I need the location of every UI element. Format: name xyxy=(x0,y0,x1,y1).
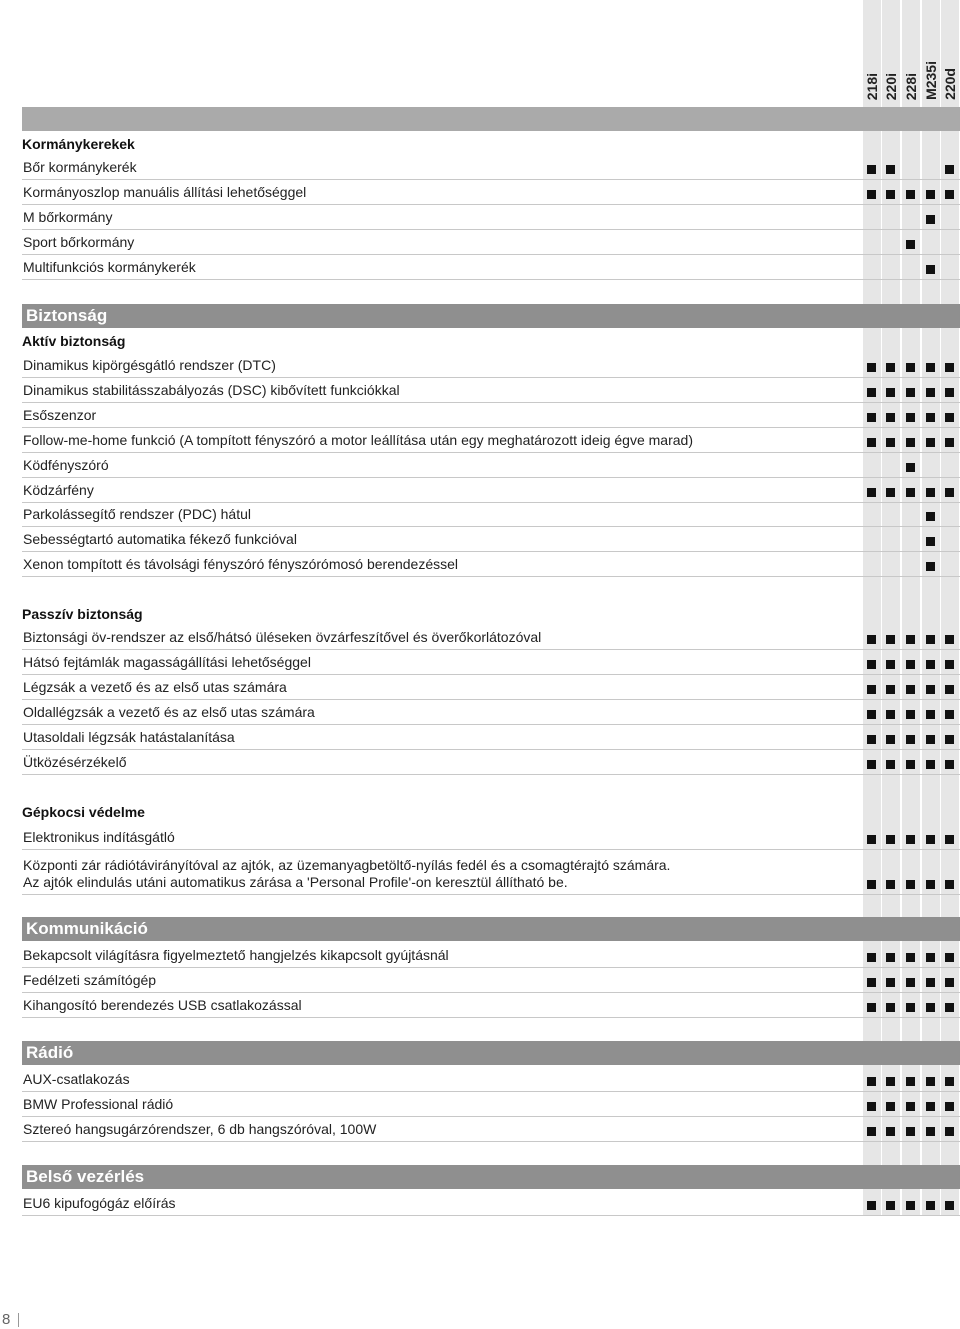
subsection-title: Gépkocsi védelme xyxy=(22,804,145,820)
standard-equipment-mark xyxy=(945,835,954,844)
feature-label: Kihangosító berendezés USB csatlakozással xyxy=(23,997,302,1013)
standard-equipment-mark xyxy=(945,165,954,174)
standard-equipment-mark xyxy=(926,1127,935,1136)
standard-equipment-mark xyxy=(926,710,935,719)
standard-equipment-mark xyxy=(906,685,915,694)
table-row xyxy=(22,750,960,775)
standard-equipment-mark xyxy=(926,512,935,521)
table-row xyxy=(22,853,960,895)
feature-label: Bőr kormánykerék xyxy=(23,159,137,175)
standard-equipment-mark xyxy=(926,835,935,844)
standard-equipment-mark xyxy=(867,880,876,889)
feature-label: Parkolássegítő rendszer (PDC) hátul xyxy=(23,506,251,522)
standard-equipment-mark xyxy=(886,1201,895,1210)
feature-label: Multifunkciós kormánykerék xyxy=(23,259,196,275)
standard-equipment-mark xyxy=(886,835,895,844)
table-row xyxy=(22,378,960,403)
standard-equipment-mark xyxy=(926,438,935,447)
standard-equipment-mark xyxy=(945,880,954,889)
standard-equipment-mark xyxy=(906,240,915,249)
standard-equipment-mark xyxy=(945,1127,954,1136)
standard-equipment-mark xyxy=(926,215,935,224)
standard-equipment-mark xyxy=(906,880,915,889)
feature-label: Sport bőrkormány xyxy=(23,234,135,250)
standard-equipment-mark xyxy=(867,165,876,174)
standard-equipment-mark xyxy=(867,1102,876,1111)
column-header xyxy=(882,4,900,100)
standard-equipment-mark xyxy=(906,710,915,719)
standard-equipment-mark xyxy=(886,760,895,769)
standard-equipment-mark xyxy=(926,413,935,422)
standard-equipment-mark xyxy=(867,978,876,987)
feature-label: Utasoldali légzsák hatástalanítása xyxy=(23,729,235,745)
standard-equipment-mark xyxy=(867,735,876,744)
standard-equipment-mark xyxy=(906,835,915,844)
standard-equipment-mark xyxy=(926,760,935,769)
table-row xyxy=(22,1092,960,1117)
standard-equipment-mark xyxy=(945,635,954,644)
feature-label: Follow-me-home funkció (A tompított fényszóró a motor leállítása után egy meghatározott ideig égve marad) xyxy=(23,432,693,448)
standard-equipment-mark xyxy=(906,978,915,987)
standard-equipment-mark xyxy=(867,488,876,497)
table-row xyxy=(22,403,960,428)
standard-equipment-mark xyxy=(926,735,935,744)
standard-equipment-mark xyxy=(926,190,935,199)
section-header: Kommunikáció xyxy=(22,917,960,941)
table-row xyxy=(22,725,960,750)
feature-label: Ködfényszóró xyxy=(23,457,109,473)
standard-equipment-mark xyxy=(886,488,895,497)
standard-equipment-mark xyxy=(926,635,935,644)
column-header xyxy=(902,4,920,100)
feature-label: Bekapcsolt világításra figyelmeztető hangjelzés kikapcsolt gyújtásnál xyxy=(23,947,449,963)
table-row xyxy=(22,230,960,255)
standard-equipment-mark xyxy=(945,363,954,372)
column-header xyxy=(863,4,881,100)
feature-label: Esőszenzor xyxy=(23,407,97,423)
standard-equipment-mark xyxy=(886,388,895,397)
standard-equipment-mark xyxy=(945,1077,954,1086)
standard-equipment-mark xyxy=(886,660,895,669)
table-row xyxy=(22,1191,960,1216)
standard-equipment-mark xyxy=(886,190,895,199)
table-row xyxy=(22,825,960,850)
table-row xyxy=(22,968,960,993)
standard-equipment-mark xyxy=(906,413,915,422)
standard-equipment-mark xyxy=(926,265,935,274)
standard-equipment-mark xyxy=(926,562,935,571)
standard-equipment-mark xyxy=(945,1201,954,1210)
standard-equipment-mark xyxy=(906,1102,915,1111)
table-row xyxy=(22,502,960,527)
standard-equipment-mark xyxy=(886,685,895,694)
feature-label: EU6 kipufogógáz előírás xyxy=(23,1195,176,1211)
standard-equipment-mark xyxy=(945,735,954,744)
standard-equipment-mark xyxy=(945,413,954,422)
column-header-label: 220d xyxy=(942,68,958,100)
standard-equipment-mark xyxy=(867,413,876,422)
feature-label: BMW Professional rádió xyxy=(23,1096,174,1112)
page-number: 8 xyxy=(2,1311,11,1328)
feature-label: AUX-csatlakozás xyxy=(23,1071,130,1087)
feature-label: Dinamikus kipörgésgátló rendszer (DTC) xyxy=(23,357,276,373)
standard-equipment-mark xyxy=(886,880,895,889)
feature-label: Elektronikus indításgátló xyxy=(23,829,175,845)
standard-equipment-mark xyxy=(867,685,876,694)
table-row xyxy=(22,180,960,205)
standard-equipment-mark xyxy=(926,488,935,497)
standard-equipment-mark xyxy=(945,488,954,497)
column-header-label: 218i xyxy=(864,72,880,100)
feature-label: Sebességtartó automatika fékező funkcióval xyxy=(23,531,297,547)
standard-equipment-mark xyxy=(867,1003,876,1012)
column-header-label: 228i xyxy=(903,72,919,100)
feature-label: Légzsák a vezető és az első utas számára xyxy=(23,679,287,695)
standard-equipment-mark xyxy=(906,1201,915,1210)
column-header-label: M235i xyxy=(923,61,939,100)
standard-equipment-mark xyxy=(926,1077,935,1086)
section-header: Belső vezérlés xyxy=(22,1165,960,1189)
standard-equipment-mark xyxy=(867,1201,876,1210)
standard-equipment-mark xyxy=(867,953,876,962)
section-header: Rádió xyxy=(22,1041,960,1065)
table-row xyxy=(22,1067,960,1092)
standard-equipment-mark xyxy=(906,760,915,769)
standard-equipment-mark xyxy=(945,1102,954,1111)
table-row xyxy=(22,478,960,503)
standard-equipment-mark xyxy=(886,1127,895,1136)
standard-equipment-mark xyxy=(926,1102,935,1111)
standard-equipment-mark xyxy=(886,635,895,644)
standard-equipment-mark xyxy=(867,388,876,397)
standard-equipment-mark xyxy=(906,488,915,497)
table-row xyxy=(22,453,960,478)
standard-equipment-mark xyxy=(926,363,935,372)
standard-equipment-mark xyxy=(926,978,935,987)
standard-equipment-mark xyxy=(926,880,935,889)
standard-equipment-mark xyxy=(906,1127,915,1136)
standard-equipment-mark xyxy=(886,363,895,372)
standard-equipment-mark xyxy=(945,978,954,987)
feature-label: Sztereó hangsugárzórendszer, 6 db hangszóróval, 100W xyxy=(23,1121,377,1137)
standard-equipment-mark xyxy=(906,953,915,962)
standard-equipment-mark xyxy=(906,635,915,644)
standard-equipment-mark xyxy=(945,190,954,199)
standard-equipment-mark xyxy=(867,363,876,372)
table-row xyxy=(22,1117,960,1142)
standard-equipment-mark xyxy=(867,660,876,669)
feature-label: Xenon tompított és távolsági fényszóró fényszórómosó berendezéssel xyxy=(23,556,459,572)
column-header-label: 220i xyxy=(883,72,899,100)
standard-equipment-mark xyxy=(867,760,876,769)
table-row xyxy=(22,353,960,378)
table-row xyxy=(22,650,960,675)
section-header: Biztonság xyxy=(22,304,960,328)
standard-equipment-mark xyxy=(867,438,876,447)
feature-label: Fedélzeti számítógép xyxy=(23,972,157,988)
feature-label: Dinamikus stabilitásszabályozás (DSC) kibővített funkciókkal xyxy=(23,382,400,398)
standard-equipment-mark xyxy=(886,1003,895,1012)
standard-equipment-mark xyxy=(906,388,915,397)
standard-equipment-mark xyxy=(906,1003,915,1012)
standard-equipment-mark xyxy=(886,438,895,447)
table-row xyxy=(22,675,960,700)
feature-label: Kormányoszlop manuális állítási lehetőséggel xyxy=(23,184,307,200)
subsection-title: Passzív biztonság xyxy=(22,606,143,622)
table-row xyxy=(22,552,960,577)
table-row xyxy=(22,155,960,180)
standard-equipment-mark xyxy=(886,165,895,174)
standard-equipment-mark xyxy=(926,1003,935,1012)
table-row xyxy=(22,993,960,1018)
feature-label: Ködzárfény xyxy=(23,482,94,498)
standard-equipment-mark xyxy=(886,710,895,719)
table-header-bar xyxy=(22,107,960,131)
standard-equipment-mark xyxy=(906,363,915,372)
feature-label: Biztonsági öv-rendszer az első/hátsó üléseken övzárfeszítővel és överőkorlátozóval xyxy=(23,629,542,645)
table-row xyxy=(22,527,960,552)
standard-equipment-mark xyxy=(867,1127,876,1136)
standard-equipment-mark xyxy=(906,463,915,472)
standard-equipment-mark xyxy=(886,953,895,962)
standard-equipment-mark xyxy=(886,413,895,422)
standard-equipment-mark xyxy=(906,1077,915,1086)
standard-equipment-mark xyxy=(926,953,935,962)
feature-label: M bőrkormány xyxy=(23,209,113,225)
column-header xyxy=(922,4,940,100)
standard-equipment-mark xyxy=(926,1201,935,1210)
standard-equipment-mark xyxy=(945,710,954,719)
feature-label: Ütközésérzékelő xyxy=(23,754,127,770)
subsection-title: Kormánykerekek xyxy=(22,136,135,152)
page-number-divider xyxy=(18,1313,19,1327)
standard-equipment-mark xyxy=(945,685,954,694)
table-row xyxy=(22,205,960,230)
standard-equipment-mark xyxy=(886,978,895,987)
subsection-title: Aktív biztonság xyxy=(22,333,126,349)
standard-equipment-mark xyxy=(886,1102,895,1111)
standard-equipment-mark xyxy=(945,660,954,669)
feature-label: Hátsó fejtámlák magasságállítási lehetőséggel xyxy=(23,654,311,670)
standard-equipment-mark xyxy=(867,835,876,844)
standard-equipment-mark xyxy=(886,735,895,744)
feature-label: Oldallégzsák a vezető és az első utas számára xyxy=(23,704,315,720)
standard-equipment-mark xyxy=(906,660,915,669)
standard-equipment-mark xyxy=(926,660,935,669)
standard-equipment-mark xyxy=(945,1003,954,1012)
table-row xyxy=(22,625,960,650)
standard-equipment-mark xyxy=(945,388,954,397)
standard-equipment-mark xyxy=(906,438,915,447)
table-row xyxy=(22,943,960,968)
column-header xyxy=(941,4,959,100)
table-row xyxy=(22,428,960,453)
table-row xyxy=(22,255,960,280)
standard-equipment-mark xyxy=(945,760,954,769)
standard-equipment-mark xyxy=(906,735,915,744)
standard-equipment-mark xyxy=(867,1077,876,1086)
standard-equipment-mark xyxy=(867,710,876,719)
standard-equipment-mark xyxy=(926,388,935,397)
standard-equipment-mark xyxy=(886,1077,895,1086)
standard-equipment-mark xyxy=(926,537,935,546)
standard-equipment-mark xyxy=(867,635,876,644)
standard-equipment-mark xyxy=(945,953,954,962)
feature-label: Központi zár rádiótávirányítóval az ajtók, az üzemanyagbetöltő-nyílás fedél és a csomagtérajtó számára. Az ajtók elindulás utáni automatikus zárása a 'Personal Profile'-on keresztül állítható be. xyxy=(23,857,671,890)
table-row xyxy=(22,700,960,725)
standard-equipment-mark xyxy=(926,685,935,694)
standard-equipment-mark xyxy=(945,438,954,447)
standard-equipment-mark xyxy=(906,190,915,199)
standard-equipment-mark xyxy=(867,190,876,199)
